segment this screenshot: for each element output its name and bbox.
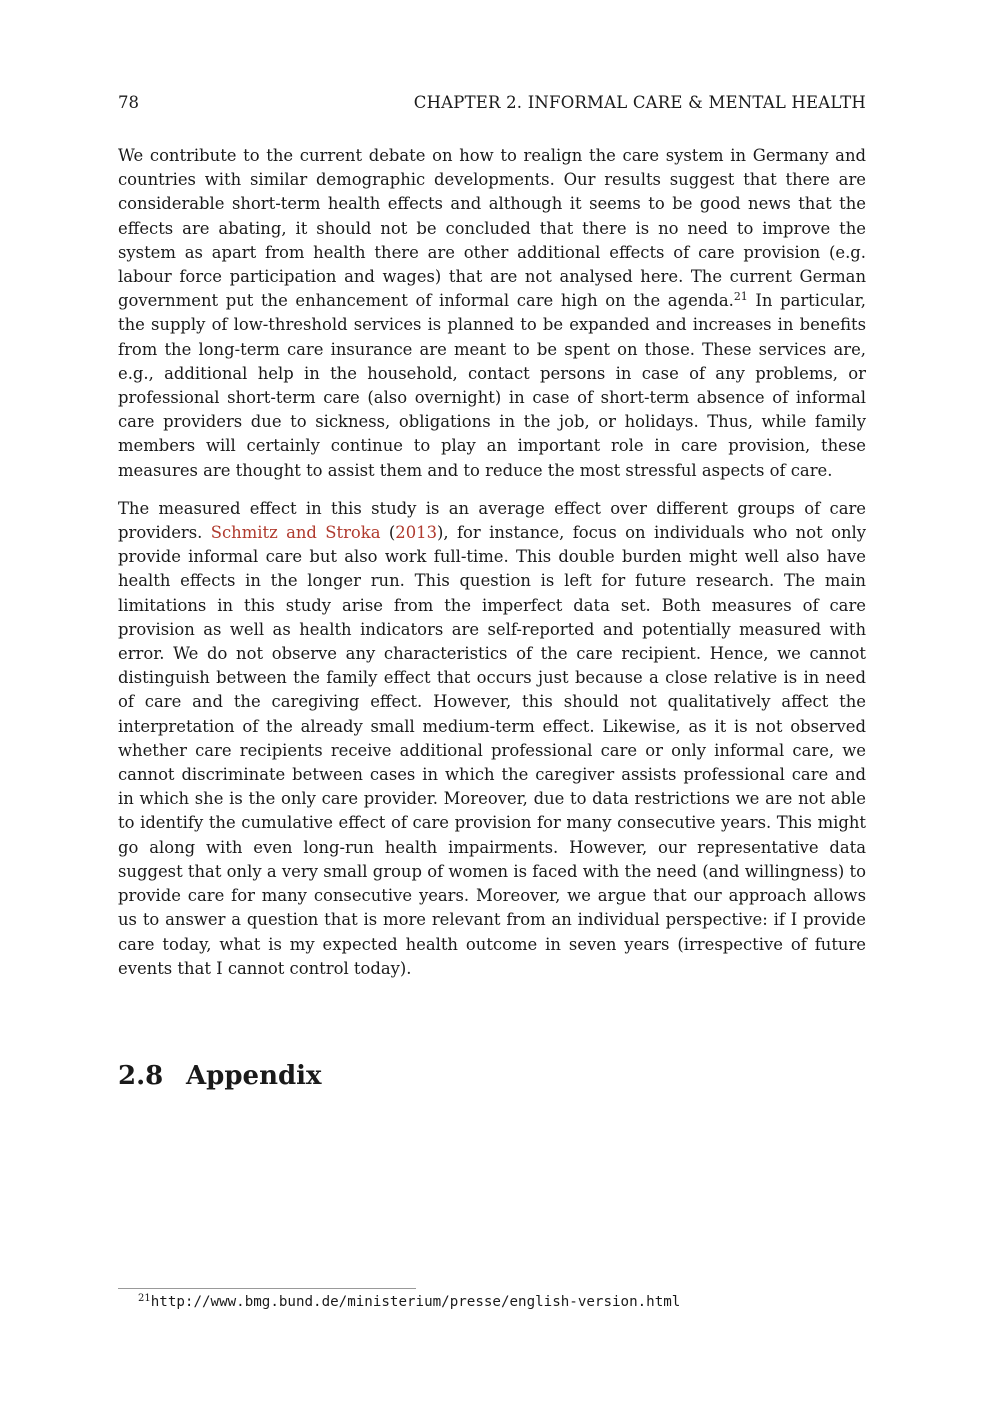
paragraph-1-text-end: In particular, the supply of low-threshold services is planned to be expanded and increases in benefits from the long-term care insurance are meant to be spent on those. These services are, e.g., additional help in the household, contact persons in case of any problems, or professional short-term care (also overnight) in case of short-term absence of informal care providers due to sickness, obligations in the job, or holidays. Thus, while family members will certainly continue to play an important role in care provision, these measures are thought to assist them and to reduce the most stressful aspects of care. [118,291,866,480]
footnote-url-link[interactable]: http://www.bmg.bund.de/ministerium/presse/english-version.html [150,1294,681,1310]
running-header [118,92,866,114]
paragraph-1-text-start: We contribute to the current debate on how to realign the care system in Germany and countries with similar demographic developments. Our results suggest that there are considerable short-term health effects and although it seems to be good news that the effects are abating, it should not be concluded that there is no need to improve the system as apart from health there are other additional effects of care provision (e.g. labour force participation and wages) that are not analysed here. The current German government put the enhancement of informal care high on the agenda. [118,146,866,311]
paragraph-2-text-rest: ), for instance, focus on individuals who not only provide informal care but also work full-time. This double burden might well also have health effects in the longer run. This question is left for future research. The main limitations in this study arise from the imperfect data set. Both measures of care provision as well as health indicators are self-reported and potentially measured with error. We do not observe any characteristics of the care recipient. Hence, we cannot distinguish between the family effect that occurs just because a close relative is in need of care and the caregiving effect. However, this should not qualitatively affect the interpretation of the already small medium-term effect. Likewise, as it is not observed whether care recipients receive additional professional care or only informal care, we cannot discriminate between cases in which the caregiver assists professional care and in which she is the only care provider. Moreover, due to data restrictions we are not able to identify the cumulative effect of care provision for many consecutive years. This might go along with even long-run health impairments. However, our representative data suggest that only a very small group of women is faced with the need (and willingness) to provide care for many consecutive years. Moreover, we argue that our approach allows us to answer a question that is more relevant from an individual perspective: if I provide care today, what is my expected health outcome in seven years (irrespective of future events that I cannot control today). [118,523,866,978]
page-number: 78 [118,93,139,112]
paragraph-limitations [118,497,866,981]
citation-open-paren: ( [380,523,396,543]
body-text [118,144,866,995]
section-number: 2.8 [118,1061,164,1091]
footnote-reference-21[interactable]: 21 [733,290,748,304]
paragraph-2-text-start: The measured effect in this study is an average effect over different groups of care providers. [118,498,866,543]
citation-authors-link[interactable]: Schmitz and Stroka [210,523,381,543]
section-heading-appendix [118,1056,322,1096]
footnote-21 [138,1292,680,1312]
footnote-mark: 21 [138,1293,151,1304]
footnote-divider [118,1288,416,1289]
chapter-title: CHAPTER 2. INFORMAL CARE & MENTAL HEALTH [413,93,866,112]
section-title: Appendix [186,1061,322,1091]
citation-year-link[interactable]: 2013 [395,523,437,543]
paragraph-policy-discussion [118,144,866,483]
